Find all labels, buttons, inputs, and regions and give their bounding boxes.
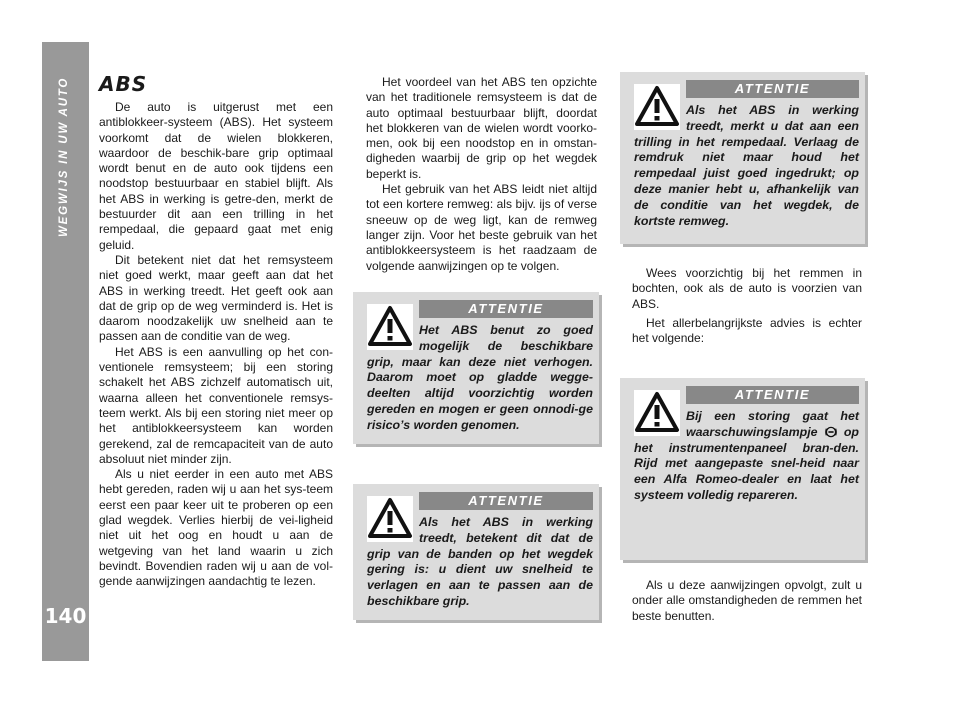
paragraph: De auto is uitgerust met een antiblokkeer-systeem (ABS). Het systeem voorkomt dat de wielen blokkeren, waardoor de beschik-bare grip optimaal wordt benut en de auto ook tijdens een noodstop bestuurbaar en stabiel blijft. Als het ABS in werking is getre-den, merkt de bestuurder dit aan een trilling in het rempedaal, die gepaard gaat met enig geluid. [99, 100, 333, 252]
column-1 [99, 100, 333, 590]
warning-label: ATTENTIE [686, 80, 859, 98]
warning-text [634, 409, 859, 504]
paragraph: Dit betekent niet dat het remsysteem niet goed werkt, maar geeft aan dat het ABS in werking treedt. Het geeft ook aan dat de grip op de weg verminderd is. Het is daarom noodzakelijk uw snelheid aan te passen aan de conditie van de weg. [99, 252, 333, 344]
warning-box [620, 378, 865, 560]
column-3-bottom [632, 578, 862, 624]
warning-box [353, 484, 599, 620]
paragraph: Het voordeel van het ABS ten opzichte van het traditionele remsysteem is dat de auto optimaal bestuurbaar blijft, doordat het blokkeren van de wielen wordt voorko-men, ook bij een noodstop en in omstan-digheden waarbij de grip op het wegdek beperkt is. [366, 75, 597, 181]
sidebar-title: WEGWIJS IN UW AUTO [58, 76, 70, 238]
paragraph: Het gebruik van het ABS leidt niet altijd tot een kortere remweg: als bijv. ijs of verse sneeuw op de weg ligt, kan de remweg langer zijn. Voor het beste gebruik van het antiblokkeersysteem is het raadzaam de volgende aanwijzingen op te volgen. [366, 182, 597, 273]
paragraph: Als u niet eerder in een auto met ABS hebt gereden, raden wij u aan het sys-teem eerst een paar keer uit te proberen op een glad wegdek. Verlies hierbij de vei-ligheid niet uit het oog en houdt u aan de wetgeving van het land waarin u zich bevindt. Bovendien raden wij u aan de vol-gende aanwijzingen aandachtig te lezen. [99, 467, 333, 589]
warning-box [353, 292, 599, 444]
column-3-top [632, 266, 862, 346]
warning-text-part: Bij een storing gaat het waarschuwingslampje [686, 409, 859, 439]
abs-warning-lamp-icon [825, 426, 837, 438]
paragraph: Het ABS is een aanvulling op het con-ventionele remsysteem; bij een storing schakelt het ABS zichzelf automatisch uit, waarna alleen het conventionele remsys-teem werkt. Als bij een storing niet meer op het antiblokkeersysteem kan worden gerekend, zal de remcapaciteit van de auto absoluut niet minder zijn. [99, 344, 333, 466]
warning-text: Als het ABS in werking treedt, betekent dit dat de grip van de banden op het wegdek gering is: u dient uw snelheid te verlagen en aan te passen aan de beschikbare grip. [367, 515, 593, 608]
warning-label: ATTENTIE [419, 492, 593, 510]
paragraph: Als u deze aanwijzingen opvolgt, zult u onder alle omstandigheden de remmen het beste benutten. [632, 578, 862, 623]
paragraph: Het allerbelangrijkste advies is echter het volgende: [632, 315, 862, 346]
warning-label: ATTENTIE [686, 386, 859, 404]
warning-label: ATTENTIE [419, 300, 593, 318]
warning-text-part: op het instrumentenpaneel bran-den. Rijd met aangepaste snel-heid naar een Alfa Romeo-dealer en laat het systeem volledig repareren. [634, 424, 859, 502]
warning-box [620, 72, 865, 244]
column-2 [366, 75, 597, 274]
paragraph: Wees voorzichtig bij het remmen in bochten, ook als de auto is voorzien van ABS. [632, 266, 862, 311]
section-heading: ABS [99, 72, 148, 96]
warning-text: Als het ABS in werking treedt, merkt u dat aan een trilling in het rempedaal. Verlaag de remdruk niet maar houd het rempedaal juist goed ingedrukt; op deze manier hebt u, afhankelijk van de conditie van het wegdek, de kortste remweg. [634, 103, 859, 228]
warning-text: Het ABS benut zo goed mogelijk de beschikbare grip, maar kan deze niet verhogen. Daarom moet op gladde wegge-deelten altijd voorzichtig worden gereden en mogen er geen onnodi-ge risico’s worden genomen. [367, 323, 593, 432]
page-number: 140 [44, 604, 87, 628]
